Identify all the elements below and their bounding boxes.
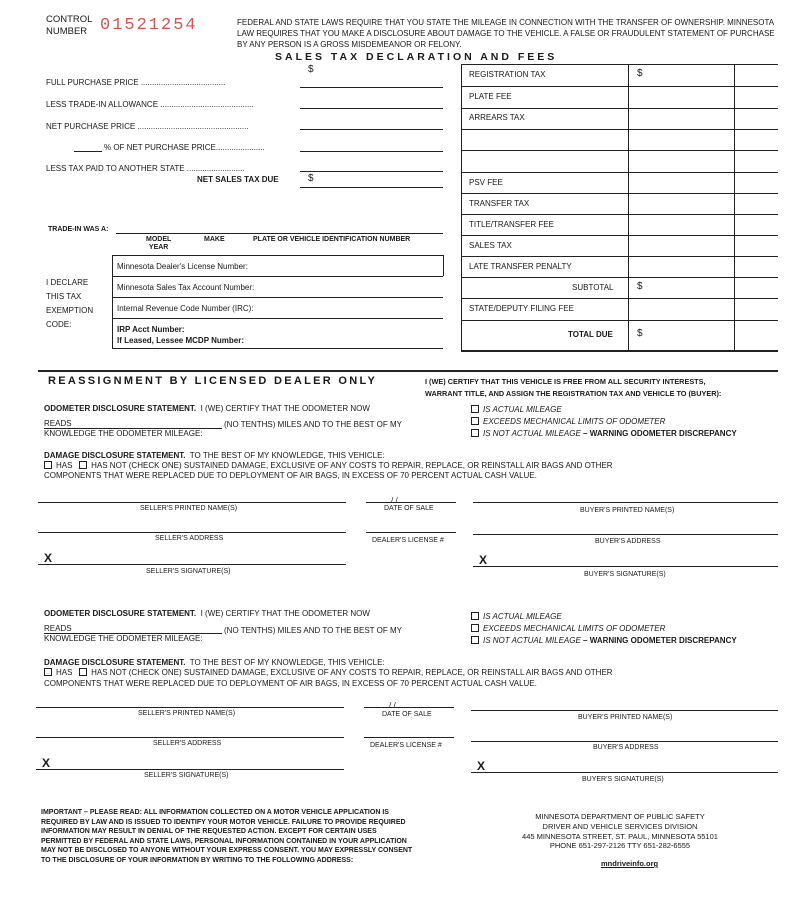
buyer-printed-field-1[interactable]: [473, 502, 778, 503]
odometer-statement-1: ODOMETER DISCLOSURE STATEMENT. I (WE) CERTIFY THAT THE ODOMETER NOW: [44, 404, 370, 413]
fee-plate: PLATE FEE: [469, 92, 512, 101]
fee-arrears: ARREARS TAX: [469, 113, 525, 122]
net-sales-tax-field[interactable]: [300, 187, 443, 188]
certify-line-2: WARRANT TITLE, AND ASSIGN THE REGISTRATION TAX AND VEHICLE TO (BUYER):: [425, 389, 722, 398]
seller-x-2: X: [42, 756, 51, 770]
dept-address: MINNESOTA DEPARTMENT OF PUBLIC SAFETY DRIVER AND VEHICLE SERVICES DIVISION 445 MINNESOTA STREET, ST. PAUL, MINNESOTA 55101 PHONE 651-297-2126 TTY 651-282-6555: [522, 812, 718, 851]
seller-printed-label-2: SELLER'S PRINTED NAME(S): [138, 710, 236, 717]
seller-address-field-1[interactable]: [38, 532, 346, 533]
irc-row[interactable]: Internal Revenue Code Number (IRC):: [117, 304, 254, 313]
seller-address-label-2: SELLER'S ADDRESS: [153, 740, 222, 747]
buyer-signature-label-1: BUYER'S SIGNATURE(S): [584, 571, 666, 578]
fee-dollar-3: $: [637, 328, 643, 339]
opt-exceeds-2[interactable]: EXCEEDS MECHANICAL LIMITS OF ODOMETER: [471, 624, 665, 633]
less-tax-field[interactable]: [300, 171, 443, 172]
pct-field[interactable]: [74, 151, 102, 152]
dealer-license-label-2: DEALER'S LICENSE #: [370, 742, 442, 749]
trade-in-vehicle-field[interactable]: [116, 233, 443, 234]
section-title: SALES TAX DECLARATION AND FEES: [275, 51, 558, 63]
opt-not-actual-1[interactable]: IS NOT ACTUAL MILEAGE – WARNING ODOMETER DISCREPANCY: [471, 429, 737, 438]
date-of-sale-label-2: DATE OF SALE: [382, 711, 432, 718]
privacy-notice: IMPORTANT – PLEASE READ: ALL INFORMATION COLLECTED ON A MOTOR VEHICLE APPLICATION IS REQUIRED BY LAW AND IS ISSUED TO IDENTIFY YOUR MOTOR VEHICLE. FAILURE TO PROVIDE REQUIRED INFORMATION MAY RESULT IN DENIAL OF THE REQUESTED ACTION. EXCEPT FOR CERTAIN USES PERMITTED BY FEDERAL AND STATE LAWS, PERSONAL INFORMATION CONTAINED IN YOUR APPLICATION MAY NOT BE DISCLOSED TO ANYONE WITHOUT YOUR EXPRESS CONSENT. YOU MAY EXPRESSLY CONSENT TO THE DISCLOSURE OF YOUR INFORMATION BY WRITING TO THE FOLLOWING ADDRESS:: [41, 809, 413, 864]
odometer-knowledge-2: KNOWLEDGE THE ODOMETER MILEAGE:: [44, 634, 203, 643]
fee-total-due: TOTAL DUE: [568, 330, 613, 339]
seller-printed-field-2[interactable]: [36, 707, 344, 708]
buyer-x-2: X: [477, 759, 486, 773]
buyer-address-field-1[interactable]: [473, 534, 778, 535]
less-tax-paid-label: LESS TAX PAID TO ANOTHER STATE ..........................: [46, 164, 245, 173]
dollar-sign-2: $: [308, 173, 314, 184]
buyer-address-label-2: BUYER'S ADDRESS: [593, 744, 659, 751]
odometer-no-tenths-2: (NO TENTHS) MILES AND TO THE BEST OF MY: [224, 626, 402, 635]
reassignment-title: REASSIGNMENT BY LICENSED DEALER ONLY: [48, 375, 378, 387]
seller-x-1: X: [44, 551, 53, 565]
seller-address-field-2[interactable]: [36, 737, 344, 738]
date-of-sale-field-1[interactable]: [366, 502, 456, 503]
dealer-license-label-1: DEALER'S LICENSE #: [372, 537, 444, 544]
dealer-license-field-2[interactable]: [364, 737, 454, 738]
dollar-sign: $: [308, 64, 314, 75]
fee-subtotal: SUBTOTAL: [572, 283, 614, 292]
fee-transfer-tax: TRANSFER TAX: [469, 199, 530, 208]
exemption-label: I DECLARE THIS TAX EXEMPTION CODE:: [46, 278, 94, 329]
buyer-signature-field-2[interactable]: [471, 772, 778, 773]
date-slashes-2: / /: [389, 701, 396, 710]
buyer-address-label-1: BUYER'S ADDRESS: [595, 538, 661, 545]
fee-late-penalty: LATE TRANSFER PENALTY: [469, 262, 572, 271]
control-number: 01521254: [100, 16, 198, 35]
fee-sales-tax: SALES TAX: [469, 241, 512, 250]
full-purchase-price-field[interactable]: [300, 87, 443, 88]
control-label-2: NUMBER: [46, 26, 88, 37]
fee-filing: STATE/DEPUTY FILING FEE: [469, 304, 574, 313]
seller-address-label-1: SELLER'S ADDRESS: [155, 535, 224, 542]
fee-dollar-2: $: [637, 281, 643, 292]
buyer-signature-field-1[interactable]: [473, 566, 778, 567]
full-purchase-price-label: FULL PURCHASE PRICE ......................................: [46, 78, 226, 87]
buyer-x-1: X: [479, 553, 488, 567]
odometer-no-tenths-1: (NO TENTHS) MILES AND TO THE BEST OF MY: [224, 420, 402, 429]
damage-line-1a[interactable]: HAS HAS NOT (CHECK ONE) SUSTAINED DAMAGE, EXCLUSIVE OF ANY COSTS TO REPAIR, REPLACE, OR REINSTALL AIR BAGS AND OTHER: [44, 461, 613, 470]
date-of-sale-label-1: DATE OF SALE: [384, 505, 434, 512]
opt-actual-1[interactable]: IS ACTUAL MILEAGE: [471, 405, 562, 414]
mcdp-row[interactable]: If Leased, Lessee MCDP Number:: [117, 336, 245, 345]
buyer-printed-label-1: BUYER'S PRINTED NAME(S): [580, 507, 675, 514]
odometer-reads-1: READS: [44, 419, 72, 428]
control-label: CONTROL: [46, 14, 93, 25]
buyer-printed-field-2[interactable]: [471, 710, 778, 711]
col-make: MAKE: [204, 236, 225, 243]
col-model-year: MODEL YEAR: [146, 236, 172, 251]
net-purchase-label: NET PURCHASE PRICE ..................................................: [46, 122, 249, 131]
date-of-sale-field-2[interactable]: [364, 707, 454, 708]
odometer-statement-2: ODOMETER DISCLOSURE STATEMENT. I (WE) CERTIFY THAT THE ODOMETER NOW: [44, 609, 370, 618]
damage-line-2b: COMPONENTS THAT WERE REPLACED DUE TO DEPLOYMENT OF AIR BAGS, IN EXCESS OF 70 PERCENT ACTUAL CASH VALUE.: [44, 679, 537, 688]
damage-statement-2: DAMAGE DISCLOSURE STATEMENT. TO THE BEST OF MY KNOWLEDGE, THIS VEHICLE:: [44, 658, 385, 667]
irp-row[interactable]: IRP Acct Number:: [117, 325, 185, 334]
seller-signature-field-1[interactable]: [38, 564, 346, 565]
odometer-knowledge-1: KNOWLEDGE THE ODOMETER MILEAGE:: [44, 429, 203, 438]
seller-printed-field-1[interactable]: [38, 502, 346, 503]
trade-in-was-label: TRADE-IN WAS A:: [48, 226, 109, 233]
sales-tax-account-row[interactable]: Minnesota Sales Tax Account Number:: [117, 283, 255, 292]
date-slashes-1: / /: [391, 496, 398, 505]
damage-line-1b: COMPONENTS THAT WERE REPLACED DUE TO DEPLOYMENT OF AIR BAGS, IN EXCESS OF 70 PERCENT ACTUAL CASH VALUE.: [44, 471, 537, 480]
buyer-address-field-2[interactable]: [471, 741, 778, 742]
opt-not-actual-2[interactable]: IS NOT ACTUAL MILEAGE – WARNING ODOMETER DISCREPANCY: [471, 636, 737, 645]
buyer-printed-label-2: BUYER'S PRINTED NAME(S): [578, 714, 673, 721]
net-purchase-field[interactable]: [300, 129, 443, 130]
pct-net-label: % OF NET PURCHASE PRICE......................: [104, 143, 265, 152]
trade-in-field[interactable]: [300, 108, 443, 109]
seller-signature-field-2[interactable]: [36, 769, 344, 770]
fee-title-transfer: TITLE/TRANSFER FEE: [469, 220, 554, 229]
fee-dollar-1: $: [637, 68, 643, 79]
net-sales-tax-due-label: NET SALES TAX DUE: [197, 175, 279, 184]
seller-signature-label-1: SELLER'S SIGNATURE(S): [146, 568, 231, 575]
col-plate: PLATE OR VEHICLE IDENTIFICATION NUMBER: [253, 236, 411, 243]
fee-registration-tax: REGISTRATION TAX: [469, 70, 546, 79]
damage-statement-1: DAMAGE DISCLOSURE STATEMENT. TO THE BEST OF MY KNOWLEDGE, THIS VEHICLE:: [44, 451, 385, 460]
law-notice: FEDERAL AND STATE LAWS REQUIRE THAT YOU STATE THE MILEAGE IN CONNECTION WITH THE TRANSFER OF OWNERSHIP. MINNESOTA LAW REQUIRES THAT YOU MAKE A DISCLOSURE ABOUT DAMAGE TO THE VEHICLE. A FALSE OR FRAUDULENT STATEMENT OF PURCHASE BY ANY PERSON IS A GROSS MISDEMEANOR OR FELONY.: [237, 18, 775, 49]
pct-amount-field[interactable]: [300, 151, 443, 152]
damage-line-2a[interactable]: HAS HAS NOT (CHECK ONE) SUSTAINED DAMAGE, EXCLUSIVE OF ANY COSTS TO REPAIR, REPLACE, OR REINSTALL AIR BAGS AND OTHER: [44, 668, 613, 677]
certify-line-1: I (WE) CERTIFY THAT THIS VEHICLE IS FREE FROM ALL SECURITY INTERESTS,: [425, 377, 706, 386]
fee-psv: PSV FEE: [469, 178, 503, 187]
seller-signature-label-2: SELLER'S SIGNATURE(S): [144, 772, 229, 779]
trade-in-label: LESS TRADE-IN ALLOWANCE ..........................................: [46, 100, 254, 109]
dealer-license-row[interactable]: Minnesota Dealer's License Number:: [117, 262, 248, 271]
opt-exceeds-1[interactable]: EXCEEDS MECHANICAL LIMITS OF ODOMETER: [471, 417, 665, 426]
buyer-signature-label-2: BUYER'S SIGNATURE(S): [582, 776, 664, 783]
opt-actual-2[interactable]: IS ACTUAL MILEAGE: [471, 612, 562, 621]
seller-printed-label-1: SELLER'S PRINTED NAME(S): [140, 505, 238, 512]
odometer-reads-2: READS: [44, 624, 72, 633]
dealer-license-field-1[interactable]: [366, 532, 456, 533]
website-link[interactable]: mndriveinfo.org: [601, 859, 659, 868]
